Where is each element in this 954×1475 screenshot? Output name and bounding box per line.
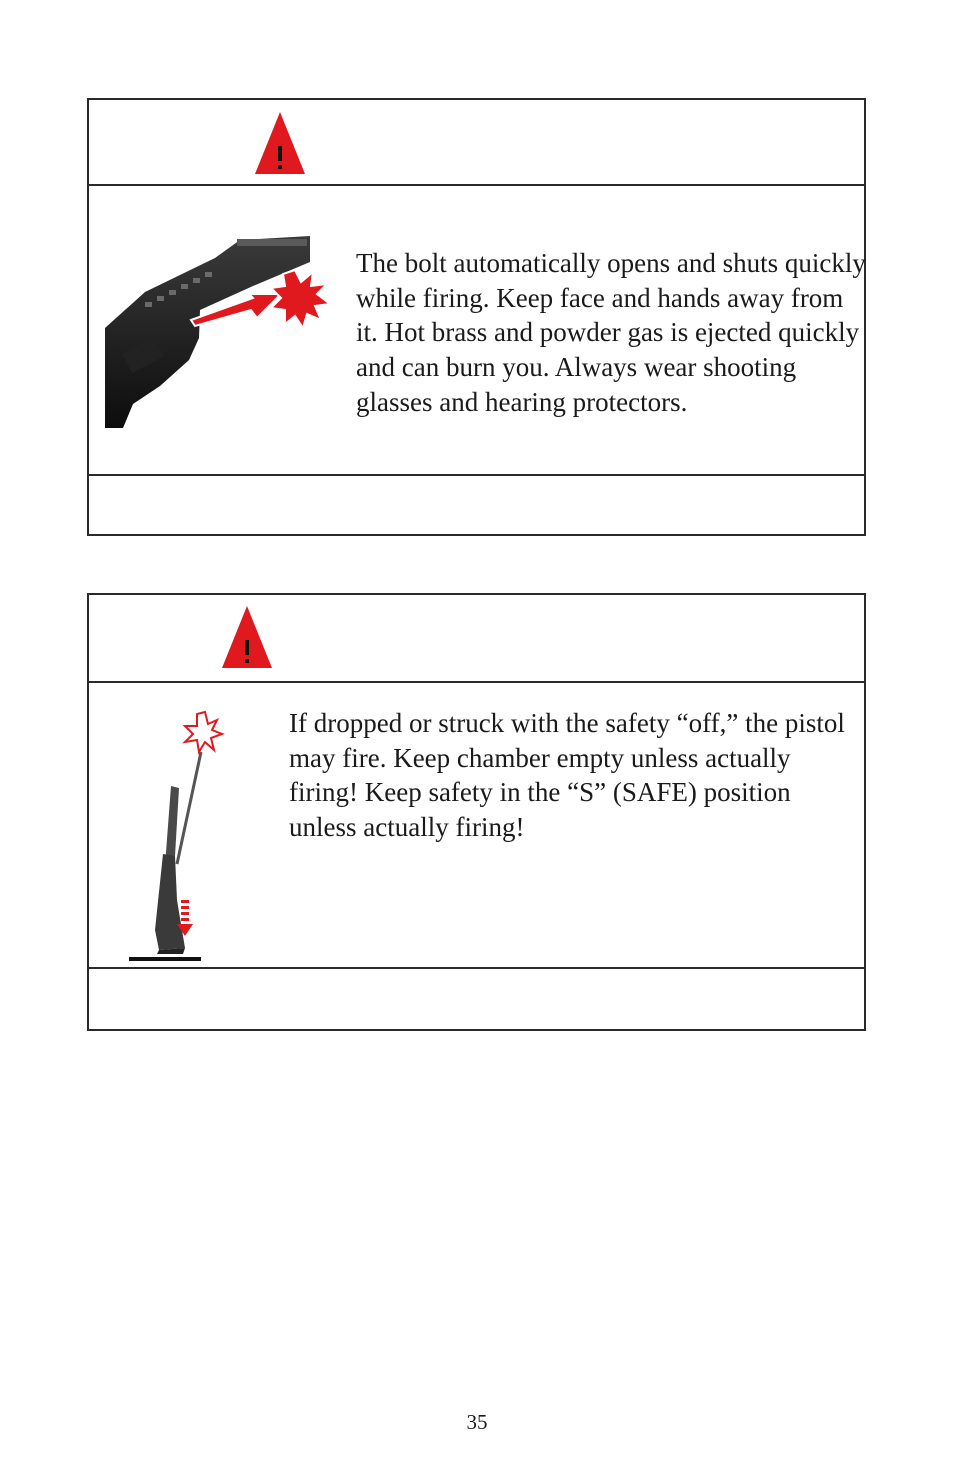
warning-text: The bolt automatically opens and shuts quickly while firing. Keep face and hands away from it. Hot brass and powder gas is ejected quickly and can burn you. Always wear shooting glasses and hearing protectors. (356, 248, 866, 417)
warning-text: If dropped or struck with the safety “off,” the pistol may fire. Keep chamber empty unless actually firing! Keep safety in the “S” (SAFE) position unless actually firing! (289, 708, 845, 843)
warning-box-bolt (87, 98, 866, 536)
warning-header (89, 595, 864, 683)
warning-triangle-icon (221, 604, 273, 670)
dropped-firearm-illustration (119, 704, 229, 964)
warning-box-drop (87, 593, 866, 1031)
bolt-ejection-illustration (105, 236, 335, 428)
warning-triangle-icon (254, 110, 306, 176)
page-number: 35 (466, 1410, 488, 1434)
warning-footer (89, 474, 864, 534)
warning-footer (89, 967, 864, 1029)
warning-header (89, 100, 864, 186)
